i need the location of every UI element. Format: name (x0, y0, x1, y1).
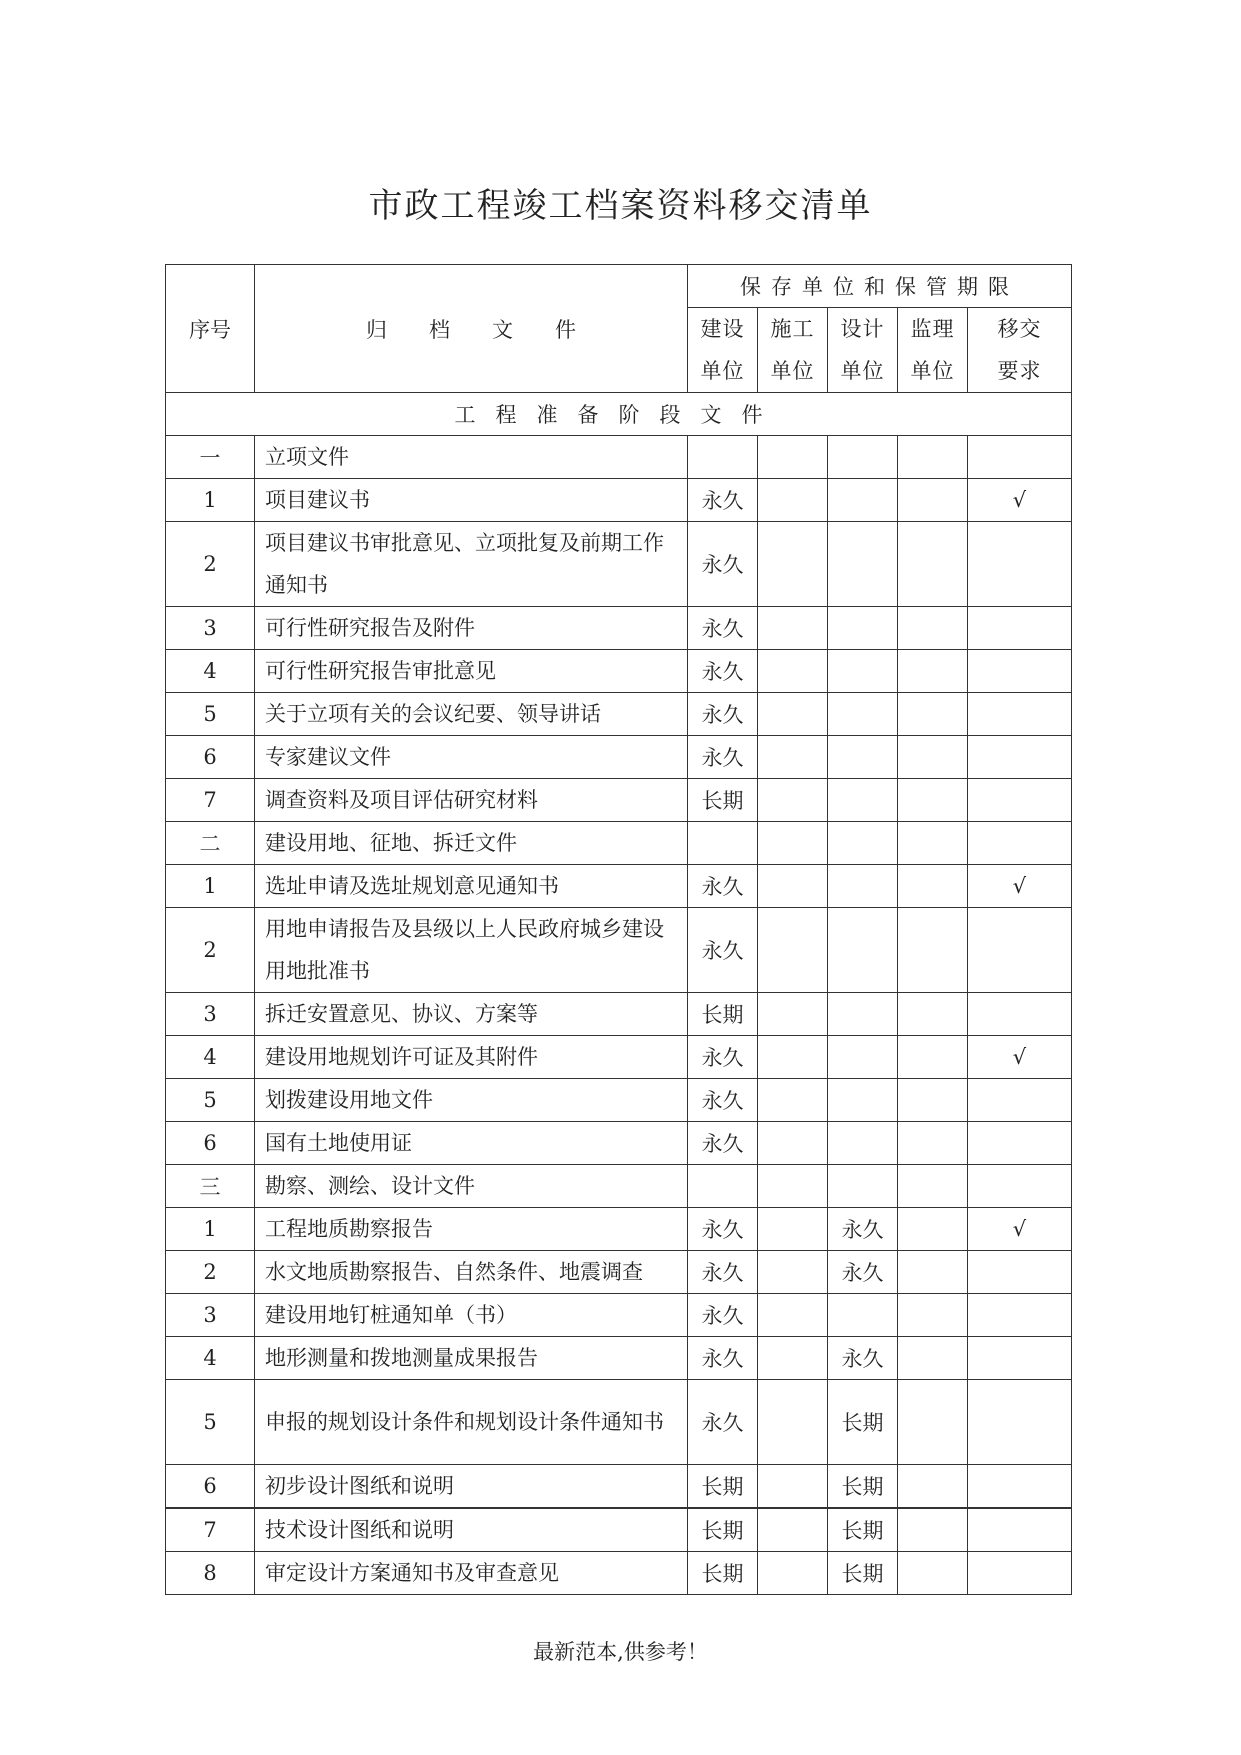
row-design-unit (828, 693, 898, 736)
table-row (166, 865, 1072, 908)
row-design-unit (828, 479, 898, 522)
row-supervision-unit (898, 436, 968, 479)
row-document: 立项文件 (255, 436, 688, 479)
row-document: 国有土地使用证 (255, 1122, 688, 1165)
row-construction-unit: 永久 (688, 522, 758, 607)
archive-transfer-table (165, 264, 1072, 1595)
row-document: 申报的规划设计条件和规划设计条件通知书 (255, 1380, 688, 1465)
row-supervision-unit (898, 1508, 968, 1552)
row-design-unit (828, 736, 898, 779)
row-contractor-unit (758, 993, 828, 1036)
row-design-unit: 永久 (828, 1208, 898, 1251)
row-document: 工程地质勘察报告 (255, 1208, 688, 1251)
row-supervision-unit (898, 1251, 968, 1294)
row-transfer-required (968, 779, 1072, 822)
row-contractor-unit (758, 1079, 828, 1122)
row-design-unit (828, 865, 898, 908)
header-group: 保存单位和保管期限 (688, 265, 1072, 308)
row-contractor-unit (758, 822, 828, 865)
table-row (166, 1552, 1072, 1595)
row-document: 用地申请报告及县级以上人民政府城乡建设用地批准书 (255, 908, 688, 993)
row-design-unit (828, 822, 898, 865)
header-col-transfer: 移交 要求 (968, 308, 1072, 393)
row-contractor-unit (758, 1552, 828, 1595)
row-construction-unit: 永久 (688, 479, 758, 522)
row-design-unit (828, 522, 898, 607)
row-supervision-unit (898, 1294, 968, 1337)
row-transfer-required (968, 1380, 1072, 1465)
table-row (166, 736, 1072, 779)
row-design-unit: 长期 (828, 1465, 898, 1509)
row-seq: 1 (166, 479, 255, 522)
row-supervision-unit (898, 779, 968, 822)
row-supervision-unit (898, 1552, 968, 1595)
row-document: 专家建议文件 (255, 736, 688, 779)
row-transfer-required (968, 1508, 1072, 1552)
table-row (166, 822, 1072, 865)
table-row (166, 1294, 1072, 1337)
row-document: 地形测量和拨地测量成果报告 (255, 1337, 688, 1380)
header-doc: 归 档 文 件 (255, 265, 688, 393)
row-seq: 8 (166, 1552, 255, 1595)
table-row (166, 1251, 1072, 1294)
row-document: 拆迁安置意见、协议、方案等 (255, 993, 688, 1036)
row-construction-unit: 长期 (688, 1508, 758, 1552)
row-seq: 5 (166, 693, 255, 736)
row-contractor-unit (758, 1208, 828, 1251)
row-seq: 5 (166, 1380, 255, 1465)
row-seq: 4 (166, 650, 255, 693)
row-transfer-required (968, 436, 1072, 479)
row-supervision-unit (898, 1208, 968, 1251)
row-document: 建设用地规划许可证及其附件 (255, 1036, 688, 1079)
table-row (166, 693, 1072, 736)
row-seq: 二 (166, 822, 255, 865)
row-construction-unit: 永久 (688, 1380, 758, 1465)
row-document: 可行性研究报告审批意见 (255, 650, 688, 693)
row-transfer-required (968, 1251, 1072, 1294)
row-transfer-required: √ (968, 479, 1072, 522)
row-design-unit: 长期 (828, 1380, 898, 1465)
row-construction-unit: 永久 (688, 1122, 758, 1165)
row-transfer-required (968, 908, 1072, 993)
row-transfer-required: √ (968, 1208, 1072, 1251)
row-seq: 7 (166, 1508, 255, 1552)
table-row (166, 1465, 1072, 1509)
row-document: 可行性研究报告及附件 (255, 607, 688, 650)
row-design-unit (828, 779, 898, 822)
row-seq: 4 (166, 1337, 255, 1380)
row-transfer-required (968, 650, 1072, 693)
row-seq: 2 (166, 522, 255, 607)
table-row (166, 607, 1072, 650)
row-construction-unit: 永久 (688, 865, 758, 908)
row-transfer-required (968, 1337, 1072, 1380)
row-transfer-required (968, 736, 1072, 779)
row-seq: 7 (166, 779, 255, 822)
row-construction-unit: 永久 (688, 1079, 758, 1122)
row-contractor-unit (758, 1465, 828, 1509)
row-contractor-unit (758, 436, 828, 479)
header-col-construction: 建设 单位 (688, 308, 758, 393)
row-document: 水文地质勘察报告、自然条件、地震调查 (255, 1251, 688, 1294)
row-construction-unit: 永久 (688, 1337, 758, 1380)
row-contractor-unit (758, 1508, 828, 1552)
page-title: 市政工程竣工档案资料移交清单 (368, 186, 873, 226)
table-row (166, 522, 1072, 607)
row-construction-unit: 永久 (688, 1251, 758, 1294)
row-transfer-required: √ (968, 1036, 1072, 1079)
row-supervision-unit (898, 1380, 968, 1465)
header-col-contractor: 施工 单位 (758, 308, 828, 393)
row-document: 技术设计图纸和说明 (255, 1508, 688, 1552)
row-contractor-unit (758, 1251, 828, 1294)
row-construction-unit: 长期 (688, 779, 758, 822)
row-design-unit (828, 1122, 898, 1165)
section-title: 工程准备阶段文件 (166, 393, 1072, 436)
table-row (166, 993, 1072, 1036)
row-seq: 三 (166, 1165, 255, 1208)
row-design-unit (828, 1294, 898, 1337)
row-supervision-unit (898, 1465, 968, 1509)
row-supervision-unit (898, 1036, 968, 1079)
table-row (166, 1079, 1072, 1122)
row-contractor-unit (758, 607, 828, 650)
table-row (166, 436, 1072, 479)
row-supervision-unit (898, 993, 968, 1036)
row-construction-unit: 永久 (688, 693, 758, 736)
row-construction-unit: 永久 (688, 1036, 758, 1079)
row-construction-unit: 永久 (688, 607, 758, 650)
row-construction-unit: 永久 (688, 1294, 758, 1337)
row-document: 初步设计图纸和说明 (255, 1465, 688, 1509)
table-row (166, 908, 1072, 993)
row-document: 选址申请及选址规划意见通知书 (255, 865, 688, 908)
row-contractor-unit (758, 479, 828, 522)
header-col-design: 设计 单位 (828, 308, 898, 393)
row-contractor-unit (758, 1380, 828, 1465)
row-design-unit: 永久 (828, 1251, 898, 1294)
row-document: 项目建议书审批意见、立项批复及前期工作通知书 (255, 522, 688, 607)
row-contractor-unit (758, 865, 828, 908)
table-row (166, 1122, 1072, 1165)
row-seq: 1 (166, 865, 255, 908)
row-supervision-unit (898, 736, 968, 779)
row-supervision-unit (898, 865, 968, 908)
row-construction-unit (688, 1165, 758, 1208)
row-construction-unit: 长期 (688, 1552, 758, 1595)
row-contractor-unit (758, 1294, 828, 1337)
row-design-unit (828, 650, 898, 693)
row-construction-unit (688, 436, 758, 479)
row-document: 划拨建设用地文件 (255, 1079, 688, 1122)
footer-note: 最新范本,供参考！ (533, 1640, 708, 1664)
row-contractor-unit (758, 736, 828, 779)
row-document: 项目建议书 (255, 479, 688, 522)
row-contractor-unit (758, 908, 828, 993)
row-construction-unit (688, 822, 758, 865)
row-seq: 1 (166, 1208, 255, 1251)
row-seq: 4 (166, 1036, 255, 1079)
table-row (166, 1380, 1072, 1465)
row-design-unit: 长期 (828, 1552, 898, 1595)
row-supervision-unit (898, 607, 968, 650)
table-row (166, 479, 1072, 522)
row-transfer-required (968, 1122, 1072, 1165)
table-row (166, 650, 1072, 693)
row-design-unit (828, 607, 898, 650)
row-transfer-required (968, 607, 1072, 650)
row-design-unit: 长期 (828, 1508, 898, 1552)
row-supervision-unit (898, 479, 968, 522)
row-contractor-unit (758, 522, 828, 607)
row-design-unit (828, 1079, 898, 1122)
row-supervision-unit (898, 650, 968, 693)
row-transfer-required (968, 993, 1072, 1036)
row-transfer-required (968, 1079, 1072, 1122)
row-construction-unit: 永久 (688, 650, 758, 693)
row-supervision-unit (898, 822, 968, 865)
row-transfer-required (968, 1294, 1072, 1337)
row-contractor-unit (758, 779, 828, 822)
header-col-supervision: 监理 单位 (898, 308, 968, 393)
row-construction-unit: 永久 (688, 736, 758, 779)
row-supervision-unit (898, 908, 968, 993)
row-design-unit (828, 993, 898, 1036)
row-construction-unit: 长期 (688, 993, 758, 1036)
row-supervision-unit (898, 522, 968, 607)
table-row (166, 1036, 1072, 1079)
row-design-unit: 永久 (828, 1337, 898, 1380)
row-contractor-unit (758, 1122, 828, 1165)
row-seq: 6 (166, 1122, 255, 1165)
row-seq: 6 (166, 1465, 255, 1509)
table-row (166, 1208, 1072, 1251)
row-contractor-unit (758, 1337, 828, 1380)
header-seq: 序号 (166, 265, 255, 393)
row-seq: 3 (166, 993, 255, 1036)
row-contractor-unit (758, 1036, 828, 1079)
row-transfer-required (968, 522, 1072, 607)
row-transfer-required: √ (968, 865, 1072, 908)
row-transfer-required (968, 1165, 1072, 1208)
table-row (166, 1165, 1072, 1208)
row-design-unit (828, 1165, 898, 1208)
row-design-unit (828, 908, 898, 993)
row-document: 勘察、测绘、设计文件 (255, 1165, 688, 1208)
row-seq: 2 (166, 908, 255, 993)
row-document: 关于立项有关的会议纪要、领导讲话 (255, 693, 688, 736)
row-contractor-unit (758, 1165, 828, 1208)
row-transfer-required (968, 1552, 1072, 1595)
row-supervision-unit (898, 1122, 968, 1165)
row-seq: 3 (166, 1294, 255, 1337)
row-design-unit (828, 436, 898, 479)
row-contractor-unit (758, 650, 828, 693)
row-supervision-unit (898, 1165, 968, 1208)
row-design-unit (828, 1036, 898, 1079)
table-row (166, 1337, 1072, 1380)
row-supervision-unit (898, 1079, 968, 1122)
row-seq: 6 (166, 736, 255, 779)
row-seq: 3 (166, 607, 255, 650)
row-document: 建设用地钉桩通知单（书） (255, 1294, 688, 1337)
row-construction-unit: 永久 (688, 1208, 758, 1251)
row-construction-unit: 长期 (688, 1465, 758, 1509)
row-seq: 5 (166, 1079, 255, 1122)
row-supervision-unit (898, 693, 968, 736)
table-row (166, 1508, 1072, 1552)
row-contractor-unit (758, 693, 828, 736)
row-document: 审定设计方案通知书及审查意见 (255, 1552, 688, 1595)
row-document: 建设用地、征地、拆迁文件 (255, 822, 688, 865)
table-row (166, 779, 1072, 822)
row-document: 调查资料及项目评估研究材料 (255, 779, 688, 822)
row-seq: 2 (166, 1251, 255, 1294)
row-construction-unit: 永久 (688, 908, 758, 993)
row-supervision-unit (898, 1337, 968, 1380)
row-transfer-required (968, 822, 1072, 865)
row-seq: 一 (166, 436, 255, 479)
row-transfer-required (968, 1465, 1072, 1509)
row-transfer-required (968, 693, 1072, 736)
